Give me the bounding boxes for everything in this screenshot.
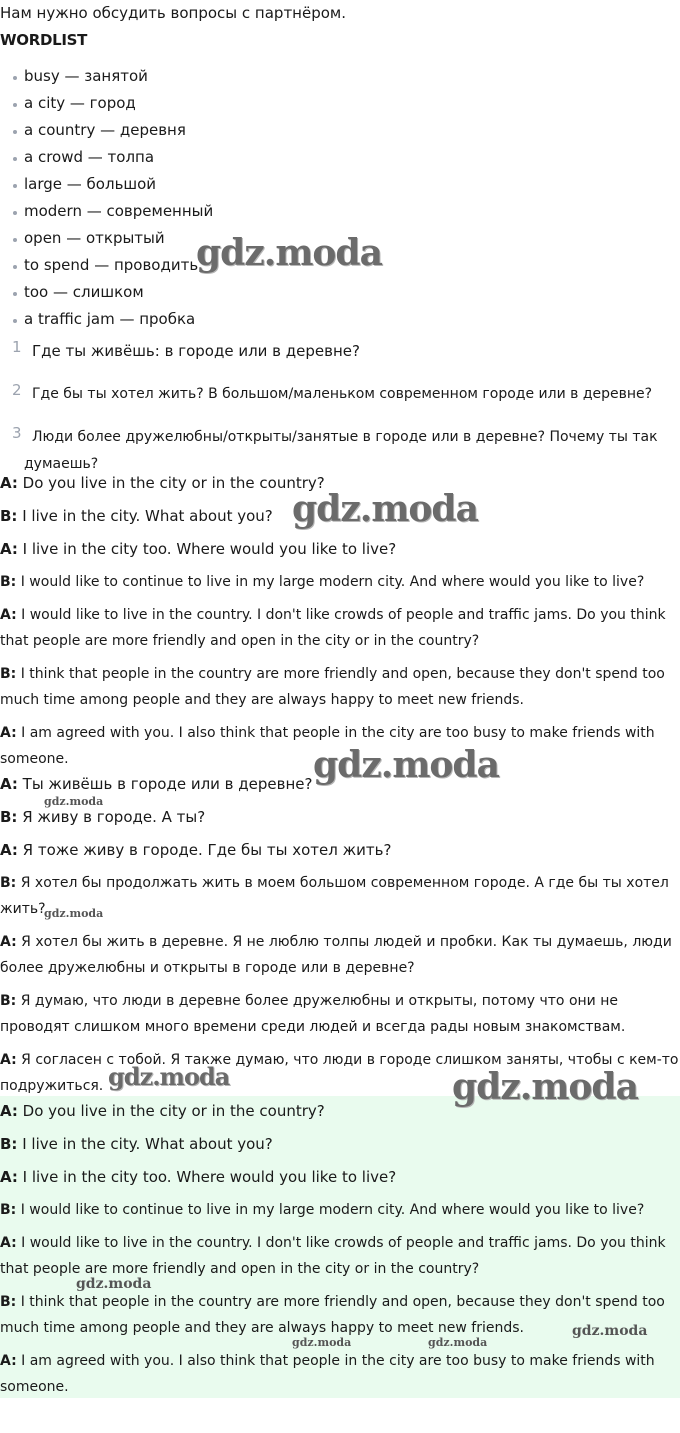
wordlist-heading: WORDLIST bbox=[0, 31, 88, 49]
line-text: Do you live in the city or in the country? bbox=[17, 1102, 325, 1120]
wordlist-item: open — открытый bbox=[24, 229, 165, 247]
speaker-label: B: bbox=[0, 1202, 17, 1218]
line-text: I would like to live in the country. I don't like crowds of people and traffic jams. Do you think that people are more friendly and open in the city or in the country? bbox=[0, 1235, 666, 1277]
line-text: I live in the city. What about you? bbox=[17, 1135, 273, 1153]
speaker-label: A: bbox=[0, 1052, 17, 1068]
watermark-logo: gdz.moda bbox=[452, 1066, 638, 1108]
watermark-small: gdz.moda bbox=[44, 907, 104, 920]
watermark-small: gdz.moda bbox=[44, 795, 104, 808]
watermark-small: gdz.moda bbox=[428, 1336, 488, 1349]
speaker-label: A: bbox=[0, 725, 17, 741]
speaker-label: A: bbox=[0, 540, 18, 558]
dialogue-line bbox=[0, 661, 680, 713]
question-number: 3 bbox=[12, 424, 22, 442]
wordlist-item: a traffic jam — пробка bbox=[24, 310, 196, 328]
speaker-label: B: bbox=[0, 574, 17, 590]
speaker-label: B: bbox=[0, 1135, 18, 1153]
speaker-label: B: bbox=[0, 666, 17, 682]
watermark-small: gdz.moda bbox=[572, 1323, 648, 1339]
line-text: I am agreed with you. I also think that people in the city are too busy to make friends with someone. bbox=[0, 725, 655, 767]
line-text: Ты живёшь в городе или в деревне? bbox=[17, 775, 313, 793]
line-text: I would like to continue to live in my large modern city. And where would you like to live? bbox=[16, 1202, 645, 1218]
dialogue-line bbox=[0, 536, 680, 562]
intro-text: Нам нужно обсудить вопросы с партнёром. bbox=[0, 4, 346, 22]
line-text: Я думаю, что люди в деревне более дружелюбны и открыты, потому что они не проводят слишком много времени среди людей и всегда рады новым знакомствам. bbox=[0, 993, 626, 1035]
speaker-label: A: bbox=[0, 1353, 17, 1369]
wordlist-item: to spend — проводить bbox=[24, 256, 199, 274]
speaker-label: B: bbox=[0, 507, 18, 525]
wordlist-item: large — большой bbox=[24, 175, 157, 193]
line-text: I live in the city. What about you? bbox=[17, 507, 273, 525]
question-text-line-2: думаешь? bbox=[24, 456, 99, 472]
watermark-logo: gdz.moda bbox=[108, 1062, 230, 1091]
speaker-label: A: bbox=[0, 841, 18, 859]
line-text: I would like to continue to live in my large modern city. And where would you like to live? bbox=[16, 574, 645, 590]
dialogue-line bbox=[0, 837, 680, 863]
speaker-label: A: bbox=[0, 474, 18, 492]
line-text: Я согласен с тобой. Я также думаю, что люди в городе слишком заняты, чтобы с кем-то подружиться. bbox=[0, 1052, 679, 1094]
question-text: Где бы ты хотел жить? В большом/маленьком современном городе или в деревне? bbox=[32, 386, 653, 402]
speaker-label: A: bbox=[0, 607, 17, 623]
watermark-small: gdz.moda bbox=[76, 1276, 152, 1292]
line-text: I live in the city too. Where would you like to live? bbox=[17, 1168, 397, 1186]
speaker-label: B: bbox=[0, 875, 17, 891]
speaker-label: B: bbox=[0, 808, 18, 826]
line-text: I think that people in the country are more friendly and open, because they don't spend too much time among people and they are always happy to meet new friends. bbox=[0, 666, 665, 708]
question-number: 2 bbox=[12, 381, 22, 399]
speaker-label: B: bbox=[0, 1294, 17, 1310]
question-text-line-1: Люди более дружелюбны/открыты/занятые в городе или в деревне? Почему ты так bbox=[32, 429, 658, 445]
question-text: Где ты живёшь: в городе или в деревне? bbox=[32, 342, 360, 360]
dialogue-line bbox=[0, 988, 680, 1040]
dialogue-line bbox=[0, 569, 680, 595]
line-text: I live in the city too. Where would you like to live? bbox=[17, 540, 397, 558]
dialogue-line bbox=[0, 1131, 680, 1157]
speaker-label: A: bbox=[0, 775, 18, 793]
speaker-label: B: bbox=[0, 993, 17, 1009]
wordlist-item: modern — современный bbox=[24, 202, 214, 220]
wordlist-item: a city — город bbox=[24, 94, 136, 112]
line-text: Do you live in the city or in the country? bbox=[17, 474, 325, 492]
dialogue-line bbox=[0, 1197, 680, 1223]
line-text: I am agreed with you. I also think that people in the city are too busy to make friends with someone. bbox=[0, 1353, 655, 1395]
speaker-label: A: bbox=[0, 934, 17, 950]
question-number: 1 bbox=[12, 338, 22, 356]
watermark-logo: gdz.moda bbox=[313, 744, 499, 786]
line-text: Я хотел бы продолжать жить в моем большом современном городе. А где бы ты хотел жить? bbox=[0, 875, 669, 917]
dialogue-line bbox=[0, 929, 680, 981]
wordlist-item: a country — деревня bbox=[24, 121, 186, 139]
line-text: Я тоже живу в городе. Где бы ты хотел жить? bbox=[17, 841, 392, 859]
dialogue-line bbox=[0, 1164, 680, 1190]
dialogue-line bbox=[0, 1348, 680, 1400]
line-text: I would like to live in the country. I don't like crowds of people and traffic jams. Do you think that people are more friendly and open in the city or in the country? bbox=[0, 607, 666, 649]
speaker-label: A: bbox=[0, 1235, 17, 1251]
watermark-logo: gdz.moda bbox=[292, 488, 478, 530]
watermark-small: gdz.moda bbox=[292, 1336, 352, 1349]
watermark-logo: gdz.moda bbox=[196, 232, 382, 274]
speaker-label: A: bbox=[0, 1168, 18, 1186]
line-text: I think that people in the country are more friendly and open, because they don't spend too much time among people and they are always happy to meet new friends. bbox=[0, 1294, 665, 1336]
line-text: Я хотел бы жить в деревне. Я не люблю толпы людей и пробки. Как ты думаешь, люди более дружелюбны и открыты в городе или в деревне? bbox=[0, 934, 672, 976]
dialogue-line bbox=[0, 602, 680, 654]
dialogue-line bbox=[0, 1230, 680, 1282]
wordlist-item: a crowd — толпа bbox=[24, 148, 155, 166]
wordlist-item: busy — занятой bbox=[24, 67, 148, 85]
line-text: Я живу в городе. А ты? bbox=[17, 808, 206, 826]
wordlist-item: too — слишком bbox=[24, 283, 144, 301]
speaker-label: A: bbox=[0, 1102, 18, 1120]
